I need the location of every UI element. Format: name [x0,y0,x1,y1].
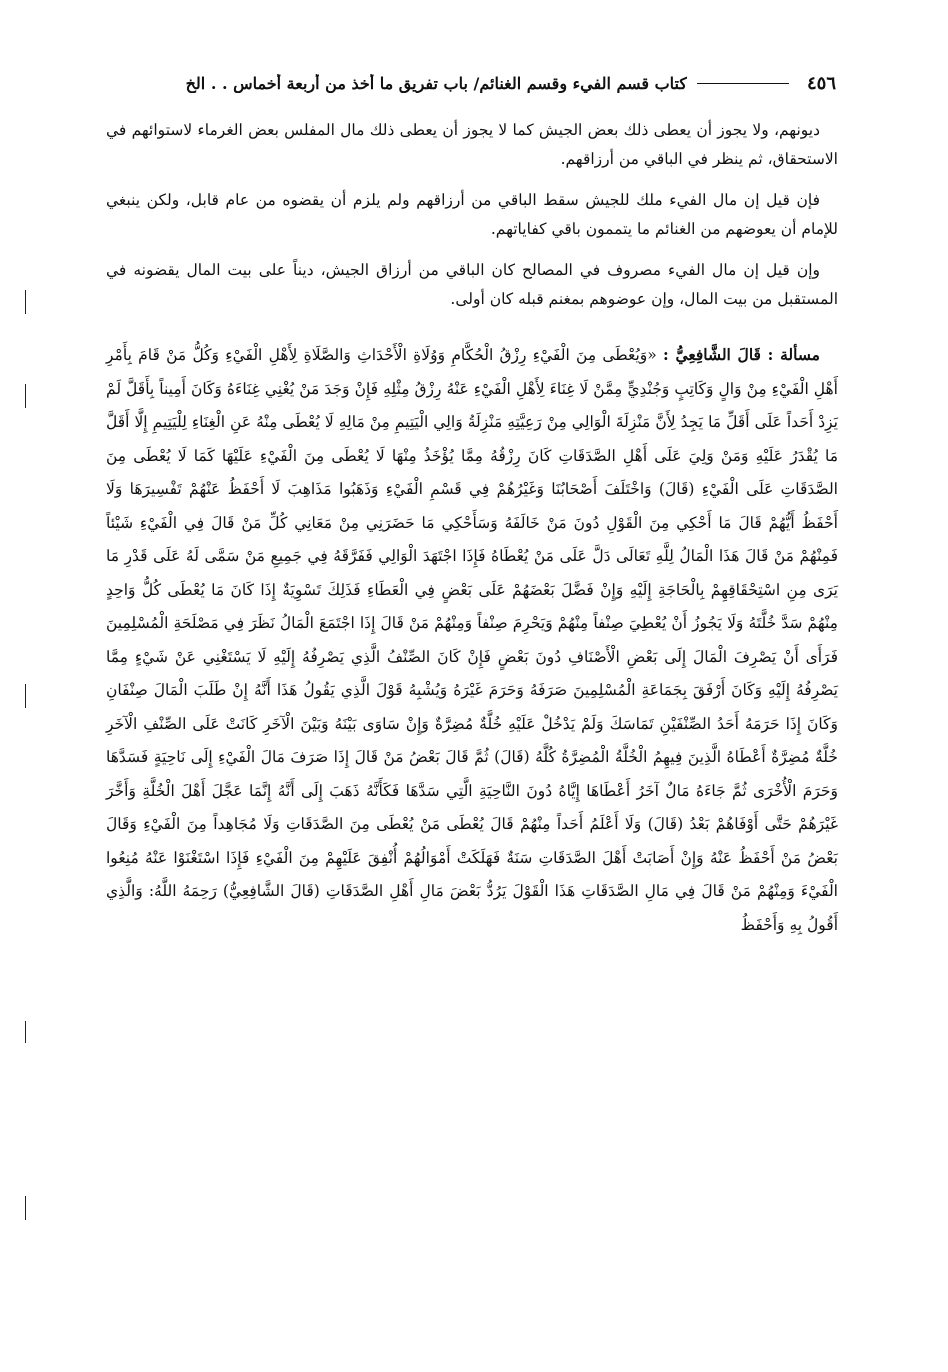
margin-mark [25,684,26,708]
paragraph: ديونهم، ولا يجوز أن يعطى ذلك بعض الجيش كما لا يجوز أن يعطى ذلك مال المفلس بعض الغرماء لاستوائهم في الاستحقاق، ثم ينظر في الباقي من أرزاقهم. [106,121,838,168]
margin-mark [25,384,26,408]
header-rule [697,83,789,84]
paragraph: فإن قيل إن مال الفيء ملك للجيش سقط الباقي من أرزاقهم ولم يلزم أن يقضوه من عام قابل، ولكن ينبغي للإمام أن يعوضهم من الغنائم ما يتممون باقي كفاياتهم. [106,191,838,238]
margin-mark [25,1021,26,1043]
masala-section [106,338,838,942]
page-number: ٤٥٦ [806,72,836,94]
margin-mark [25,290,26,314]
main-text [106,116,838,958]
paragraph: وإن قيل إن مال الفيء مصروف في المصالح كان الباقي من أرزاق الجيش، ديناً على بيت المال يقضونه في المستقبل من بيت المال، وإن عوضوهم بمغنم قبله كان أولى. [106,261,838,308]
masala-label: مسألة : قَالَ الشَّافِعِيُّ : [663,345,820,364]
running-title: كتاب قسم الفيء وقسم الغنائم/ باب تفريق ما أخذ من أربعة أخماس . . الخ [185,73,687,93]
page-header [108,66,836,100]
margin-mark [25,1196,26,1220]
masala-text: «وَيُعْطَى مِنَ الْفَيْءِ رِزْقُ الْحُكَّامِ وَوُلَاةِ الْأَحْدَاثِ وَالصَّلَاةِ لِأَهْلِ الْفَيْءِ وَكُلُّ مَنْ قَامَ بِأَمْرِ أَهْلِ الْفَيْءِ مِنْ وَالٍ وَكَاتِبٍ وَجُنْدِيٍّ مِمَّنْ لَا غِنَاءَ لِأَهْلِ الْفَيْءِ عَنْهُ رِزْقُ مِثْلِهِ فَإِنْ وَجَدَ مَنْ يُغْنِي غِنَاءَهُ وَكَانَ أَمِيناً بِأَقَلَّ لَمْ يَزِدْ أَحَداً عَلَى أَقَلِّ مَا يَجِدُ لِأَنَّ مَنْزِلَةَ الْوَالِي مِنْ رَعِيَّتِهِ مَنْزِلَةُ وَالِي الْيَتِيمِ مِنْ مَالِهِ لَا يُعْطَى مِنْهُ عَنِ الْغِنَاءِ لِلْيَتِيمِ إِلَّا أَقَلَّ مَا يُقْدَرُ عَلَيْهِ وَمَنْ وَلِيَ عَلَى أَهْلِ الصَّدَقَاتِ كَانَ رِزْقُهُ مِمَّا يُؤْخَذُ مِنْهَا لَا يُعْطَى مِنَ الْفَيْءِ عَلَيْهَا كَمَا لَا يُعْطَى مِنَ الصَّدَقَاتِ عَلَى الْفَيْءِ (قَالَ) وَاخْتَلَفَ أَصْحَابُنَا وَغَيْرُهُمْ فِي قَسْمِ الْفَيْءِ وَذَهَبُوا مَذَاهِبَ لَا أَحْفَظُ عَنْهُمْ تَفْسِيرَهَا وَلَا أَحْفَظُ أَيُّهُمْ قَالَ مَا أَحْكِي مِنَ الْقَوْلِ دُونَ مَنْ خَالَفَهُ وَسَأَحْكِي مَا حَضَرَنِي مِنْ مَعَانِي كُلِّ مَنْ قَالَ فِي الْفَيْءِ شَيْئاً فَمِنْهُمْ مَنْ قَالَ هَذَا الْمَالُ لِلَّهِ تَعَالَى دَلَّ عَلَى مَنْ يُعْطَاهُ فَإِذَا اجْتَهَدَ الْوَالِي فَفَرَّقَهُ فِي جَمِيعِ مَنْ سَمَّى لَهُ عَلَى قَدْرِ مَا يَرَى مِنِ اسْتِحْقَاقِهِمْ بِالْحَاجَةِ إِلَيْهِ وَإِنْ فَضَّلَ بَعْضَهُمْ عَلَى بَعْضٍ فِي الْعَطَاءِ فَذَلِكَ تَسْوِيَةٌ إِذَا كَانَ مَا يُعْطَى كُلُّ وَاحِدٍ مِنْهُمْ سَدَّ خُلَّتَهُ وَلَا يَجُوزُ أَنْ يُعْطِيَ صِنْفاً مِنْهُمْ وَيَحْرِمَ صِنْفاً وَمِنْهُمْ مَنْ قَالَ إِذَا اجْتَمَعَ الْمَالُ نَظَرَ فِي مَصْلَحَةِ الْمُسْلِمِينَ فَرَأَى أَنْ يَصْرِفَ الْمَالَ إِلَى بَعْضِ الْأَصْنَافِ دُونَ بَعْضٍ فَإِنْ كَانَ الصِّنْفُ الَّذِي يَصْرِفُهُ إِلَيْهِ لَا يَسْتَغْنِي عَنْ شَيْءٍ مِمَّا يَصْرِفُهُ إِلَيْهِ وَكَانَ أَرْفَقَ بِجَمَاعَةِ الْمُسْلِمِينَ صَرَفَهُ وَحَرَمَ غَيْرَهُ وَيُشْبِهُ قَوْلَ الَّذِي يَقُولُ هَذَا أَنَّهُ إِنْ طَلَبَ الْمَالَ صِنْفَانِ وَكَانَ إِذَا حَرَمَهُ أَحَدُ الصِّنْفَيْنِ تَمَاسَكَ وَلَمْ يَدْخُلْ عَلَيْهِ خُلَّةٌ مُضِرَّةٌ وَإِنْ سَاوَى بَيْنَهُ وَبَيْنَ الْآخَرِ كَانَتْ عَلَى الصِّنْفِ الْآخَرِ خُلَّةٌ مُضِرَّةٌ أَعْطَاهُ الَّذِينَ فِيهِمُ الْخُلَّةُ الْمُضِرَّةُ كُلَّهُ (قَالَ) ثُمَّ قَالَ بَعْضُ مَنْ قَالَ إِذَا صَرَفَ مَالَ الْفَيْءِ إِلَى نَاحِيَةٍ فَسَدَّهَا وَحَرَمَ الْأُخْرَى ثُمَّ جَاءَهُ مَالٌ آخَرُ أَعْطَاهَا إِيَّاهُ دُونَ النَّاحِيَةِ الَّتِي سَدَّهَا فَكَأَنَّهُ ذَهَبَ إِلَى أَنَّهُ إِنَّمَا عَجَّلَ أَهْلَ الْخُلَّةِ وَأَخَّرَ غَيْرَهُمْ حَتَّى أَوْفَاهُمْ بَعْدُ (قَالَ) وَلَا أَعْلَمُ أَحَداً مِنْهُمْ قَالَ يُعْطَى مَنْ يُعْطَى مِنَ الصَّدَقَاتِ وَلَا مُجَاهِداً مِنَ الْفَيْءِ وَقَالَ بَعْضُ مَنْ أَحْفَظُ عَنْهُ وَإِنْ أَصَابَتْ أَهْلَ الصَّدَقَاتِ سَنَةٌ فَهَلَكَتْ أَمْوَالُهُمْ أُنْفِقَ عَلَيْهِمْ مِنَ الْفَيْءِ فَإِذَا اسْتَغْنَوْا عَنْهُ مُنِعُوا الْفَيْءَ وَمِنْهُمْ مَنْ قَالَ فِي مَالِ الصَّدَقَاتِ هَذَا الْقَوْلَ يَرُدُّ بَعْضَ مَالِ أَهْلِ الصَّدَقَاتِ (قَالَ الشَّافِعِيُّ) رَحِمَهُ اللَّهُ: وَالَّذِي أَقُولُ بِهِ وَأَحْفَظُ [106,346,838,934]
